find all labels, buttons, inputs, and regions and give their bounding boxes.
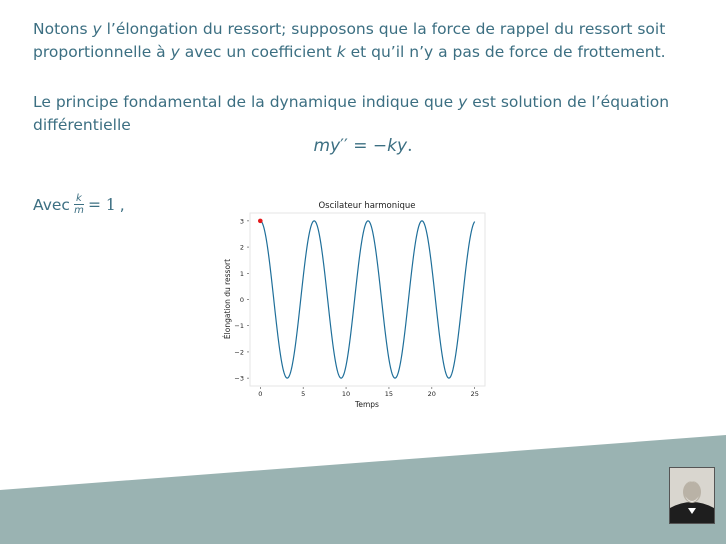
eq-period: . xyxy=(407,136,413,156)
portrait-photo-icon xyxy=(669,467,715,524)
x-tick-label: 5 xyxy=(301,390,306,398)
y-tick-label: −1 xyxy=(234,322,244,331)
y-tick-label: 2 xyxy=(239,243,244,252)
y-tick-label: −2 xyxy=(234,348,244,357)
x-tick-label: 20 xyxy=(427,390,436,398)
y-tick-label: 1 xyxy=(239,269,244,278)
text-segment: l’élongation du ressort; supposons que la force de rappel du ressort soit proportionnelle à xyxy=(33,20,666,61)
avec-label: Avec xyxy=(33,195,70,214)
y-tick-label: 0 xyxy=(239,296,244,304)
x-tick-label: 0 xyxy=(258,390,263,398)
y-tick-label: 3 xyxy=(239,217,244,226)
x-tick-label: 15 xyxy=(384,390,394,398)
footer-shape xyxy=(0,435,726,544)
x-tick-label: 10 xyxy=(341,390,351,398)
text-segment: est solution de l’équation différentielle xyxy=(33,93,670,134)
y-tick-label: −3 xyxy=(234,374,244,383)
avec-comma: , xyxy=(119,195,125,214)
x-tick-label: 25 xyxy=(470,390,479,398)
chart-title: Oscilateur harmonique xyxy=(318,201,416,211)
text-segment: avec un coefficient xyxy=(179,43,337,61)
y-axis-label: Élongation du ressort xyxy=(223,258,232,340)
var-y: y xyxy=(170,43,180,61)
text-segment: Le principe fondamental de la dynamique indique que xyxy=(33,93,459,111)
eq-rhs: ky xyxy=(387,136,408,156)
avec-equals-one: = 1 xyxy=(87,195,116,214)
var-y: y xyxy=(92,20,102,38)
eq-prime: ′′ xyxy=(340,136,348,156)
text-segment: et qu’il n’y a pas de force de frottement. xyxy=(345,43,666,61)
eq-lhs: my xyxy=(313,136,341,156)
text-segment: Notons xyxy=(33,20,93,38)
eq-equals-minus: = − xyxy=(347,136,388,156)
fraction-denominator: m xyxy=(74,205,84,216)
var-y: y xyxy=(458,93,468,111)
var-k: k xyxy=(336,43,346,61)
x-axis-label: Temps xyxy=(355,400,379,409)
fraction-numerator: k xyxy=(76,193,82,204)
